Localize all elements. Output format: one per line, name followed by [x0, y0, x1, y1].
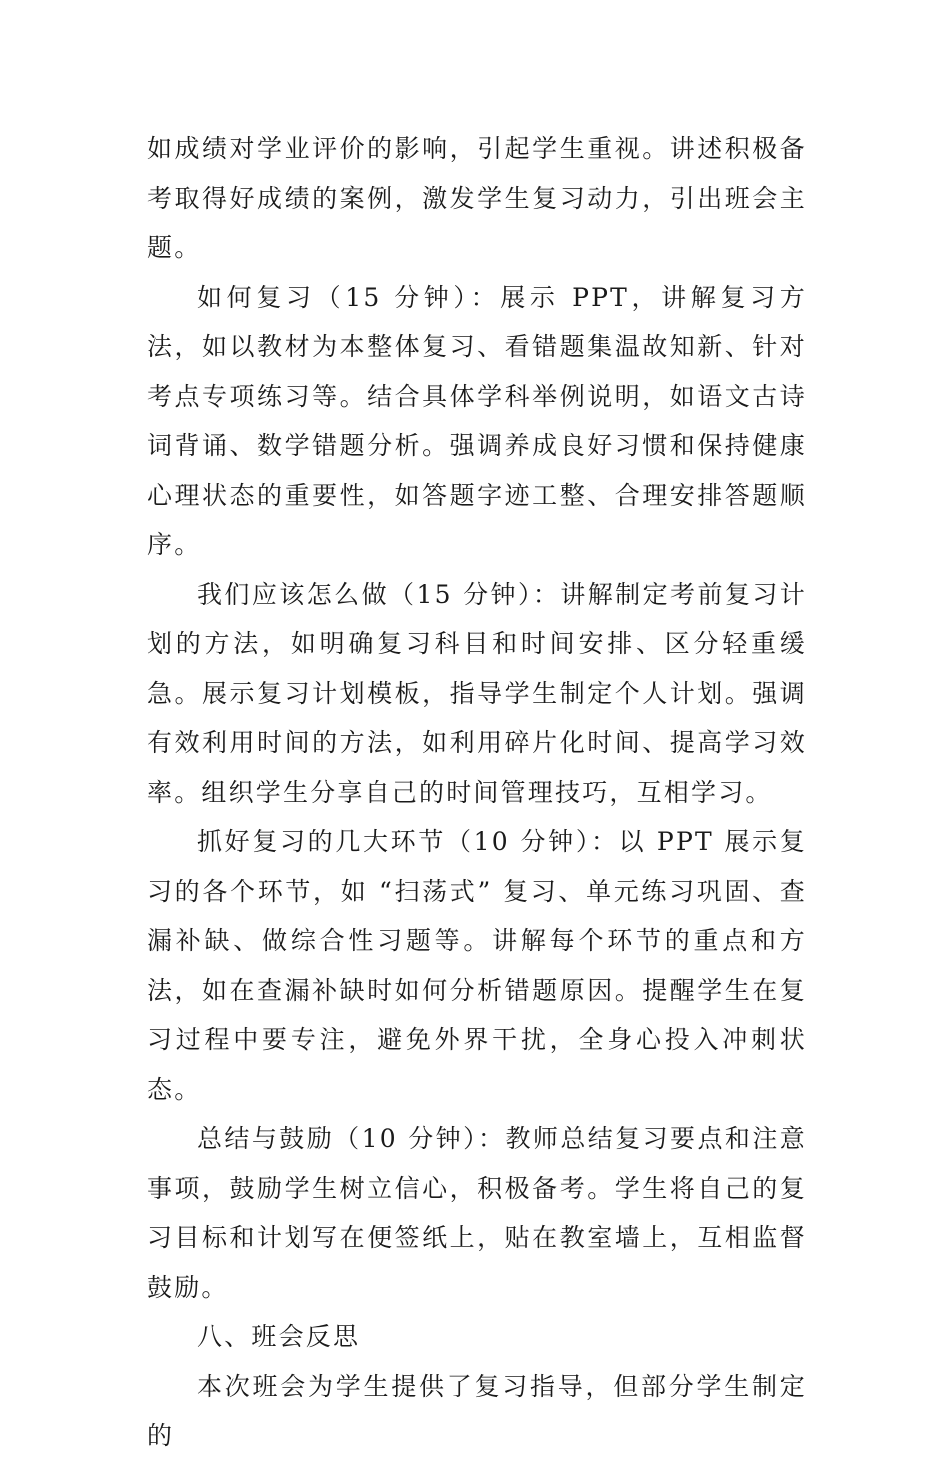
section-heading-reflection: 八、班会反思	[197, 1322, 361, 1351]
paragraph-review-stages: 抓好复习的几大环节（10 分钟）：以 PPT 展示复习的各个环节，如 “扫荡式” 复习、单元练习巩固、查漏补缺、做综合性习题等。讲解每个环节的重点和方法，如在查漏补缺时如何分析错题原因。提醒学生在复习过程中要专注，避免外界干扰，全身心投入冲刺状态。	[147, 827, 807, 1104]
paragraph-intro-continuation: 如成绩对学业评价的影响，引起学生重视。讲述积极备考取得好成绩的案例，激发学生复习动力，引出班会主题。	[147, 134, 807, 262]
paragraph-summary-encouragement: 总结与鼓励（10 分钟）：教师总结复习要点和注意事项，鼓励学生树立信心，积极备考。学生将自己的复习目标和计划写在便签纸上，贴在教室墙上，互相监督鼓励。	[147, 1124, 807, 1302]
document-body	[147, 124, 807, 1461]
paragraph-how-to-review: 如何复习（15 分钟）：展示 PPT，讲解复习方法，如以教材为本整体复习、看错题集温故知新、针对考点专项练习等。结合具体学科举例说明，如语文古诗词背诵、数学错题分析。强调养成良好习惯和保持健康心理状态的重要性，如答题字迹工整、合理安排答题顺序。	[147, 282, 807, 559]
paragraph-reflection: 本次班会为学生提供了复习指导，但部分学生制定的	[147, 1371, 807, 1450]
paragraph-what-we-should-do: 我们应该怎么做（15 分钟）：讲解制定考前复习计划的方法，如明确复习科目和时间安排、区分轻重缓急。展示复习计划模板，指导学生制定个人计划。强调有效利用时间的方法，如利用碎片化时间、提高学习效率。组织学生分享自己的时间管理技巧，互相学习。	[147, 579, 807, 807]
